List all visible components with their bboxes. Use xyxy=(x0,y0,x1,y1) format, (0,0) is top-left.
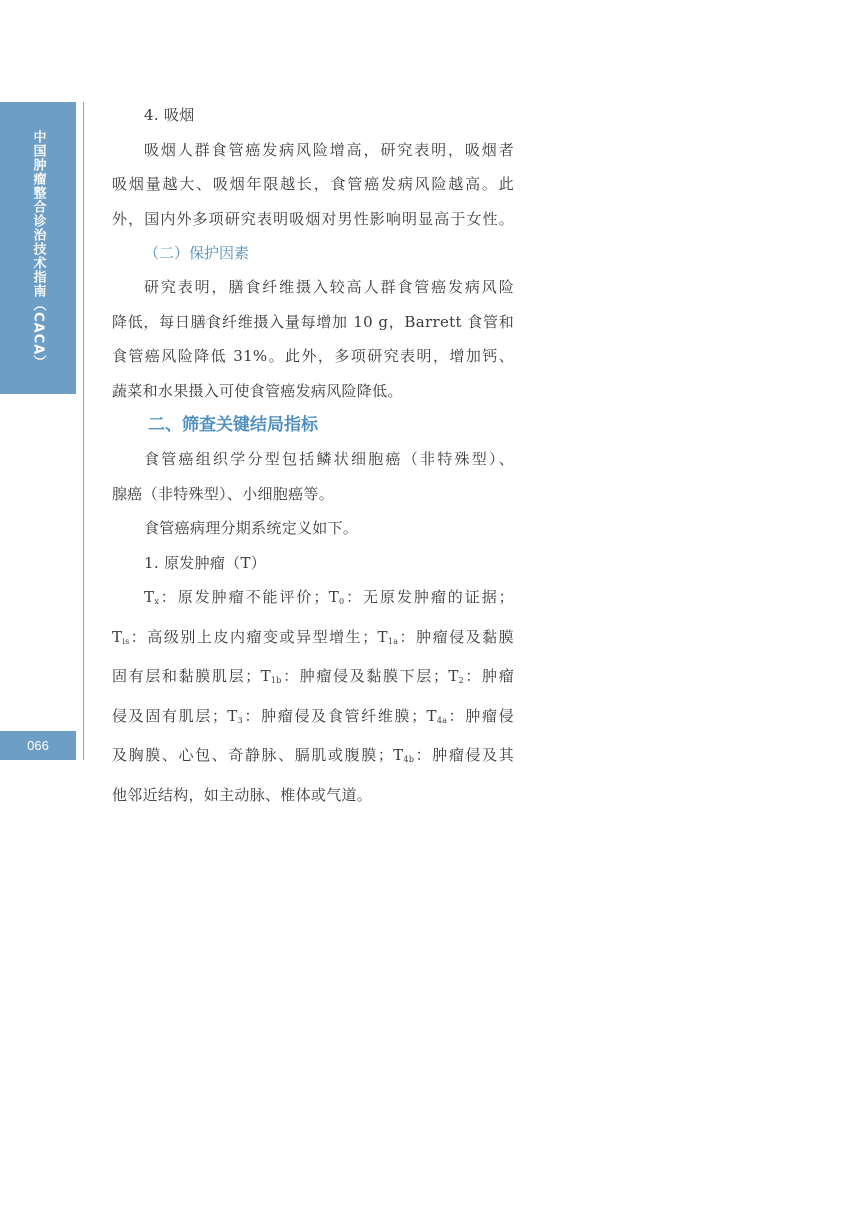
t-stage-text: 及胸膜、心包、奇静脉、膈肌或腹膜； xyxy=(112,746,394,764)
paragraph-line: 吸烟量越大、吸烟年限越长，食管癌发病风险越高。此 xyxy=(112,175,514,193)
paragraph-line: 食管癌病理分期系统定义如下。 xyxy=(144,519,359,537)
t-stage-line: 及胸膜、心包、奇静脉、膈肌或腹膜；$T_{4b}$：肿瘤侵及其 xyxy=(112,746,514,764)
t-stage-line: $T_x$：原发肿瘤不能评价；$T_0$：无原发肿瘤的证据； xyxy=(144,588,514,606)
sidebar-title: 中国肿瘤整合诊治技术指南（CACA） xyxy=(30,130,46,370)
item-heading-primary-tumor: 1. 原发肿瘤（T） xyxy=(144,553,267,572)
section-heading: 二、筛查关键结局指标 xyxy=(148,415,318,435)
t-stage-text: ：肿瘤侵及食管纤维膜； xyxy=(243,706,427,725)
t-stage-text: ：肿瘤侵及黏膜下层； xyxy=(281,667,449,685)
paragraph-line: 食管癌组织学分型包括鳞状细胞癌（非特殊型）、 xyxy=(144,450,514,468)
paragraph-line: 食管癌风险降低 31%。此外，多项研究表明，增加钙、 xyxy=(112,347,514,365)
t-stage-text: ：高级别上皮内瘤变或异型增生； xyxy=(129,627,378,646)
margin-rule xyxy=(83,102,84,760)
paragraph-line: 蔬菜和水果摄入可使食管癌发病风险降低。 xyxy=(112,381,403,400)
t-stage-text: 侵及固有肌层； xyxy=(112,706,228,725)
t-stage-text: ：肿瘤侵及其 xyxy=(414,746,514,764)
t-stage-text: ：肿瘤侵及黏膜 xyxy=(398,627,514,646)
t-stage-text: ：肿瘤侵 xyxy=(447,706,514,725)
sidebar-tab xyxy=(0,102,76,394)
paragraph-line: 研究表明，膳食纤维摄入较高人群食管癌发病风险 xyxy=(144,278,514,296)
document-body xyxy=(112,98,514,812)
t-stage-line: 固有层和黏膜肌层；$T_{1b}$：肿瘤侵及黏膜下层；$T_2$：肿瘤 xyxy=(112,667,514,685)
t-stage-text: 固有层和黏膜肌层； xyxy=(112,667,261,685)
paragraph-line: 外，国内外多项研究表明吸烟对男性影响明显高于女性。 xyxy=(112,209,514,228)
t-stage-text: ：无原发肿瘤的证据； xyxy=(344,588,514,606)
t-stage-text: ：肿瘤 xyxy=(464,667,514,685)
paragraph-line: 腺癌（非特殊型）、小细胞癌等。 xyxy=(112,484,335,503)
t-stage-line: 他邻近结构，如主动脉、椎体或气道。 xyxy=(112,785,373,804)
paragraph-line: 降低，每日膳食纤维摄入量每增加 10 g，Barrett 食管和 xyxy=(112,312,514,331)
paragraph-line: 吸烟人群食管癌发病风险增高，研究表明，吸烟者 xyxy=(144,140,514,159)
subheading-protective-factors: （二）保护因素 xyxy=(144,244,250,262)
t-stage-line: 侵及固有肌层；$T_3$：肿瘤侵及食管纤维膜；$T_{4a}$：肿瘤侵 xyxy=(112,706,514,725)
item-heading-smoking: 4. 吸烟 xyxy=(144,106,195,124)
t-stage-text: ：原发肿瘤不能评价； xyxy=(159,588,329,606)
page-number: 066 xyxy=(0,731,76,760)
t-stage-line: $T_{is}$：高级别上皮内瘤变或异型增生；$T_{1a}$：肿瘤侵及黏膜 xyxy=(112,627,514,646)
